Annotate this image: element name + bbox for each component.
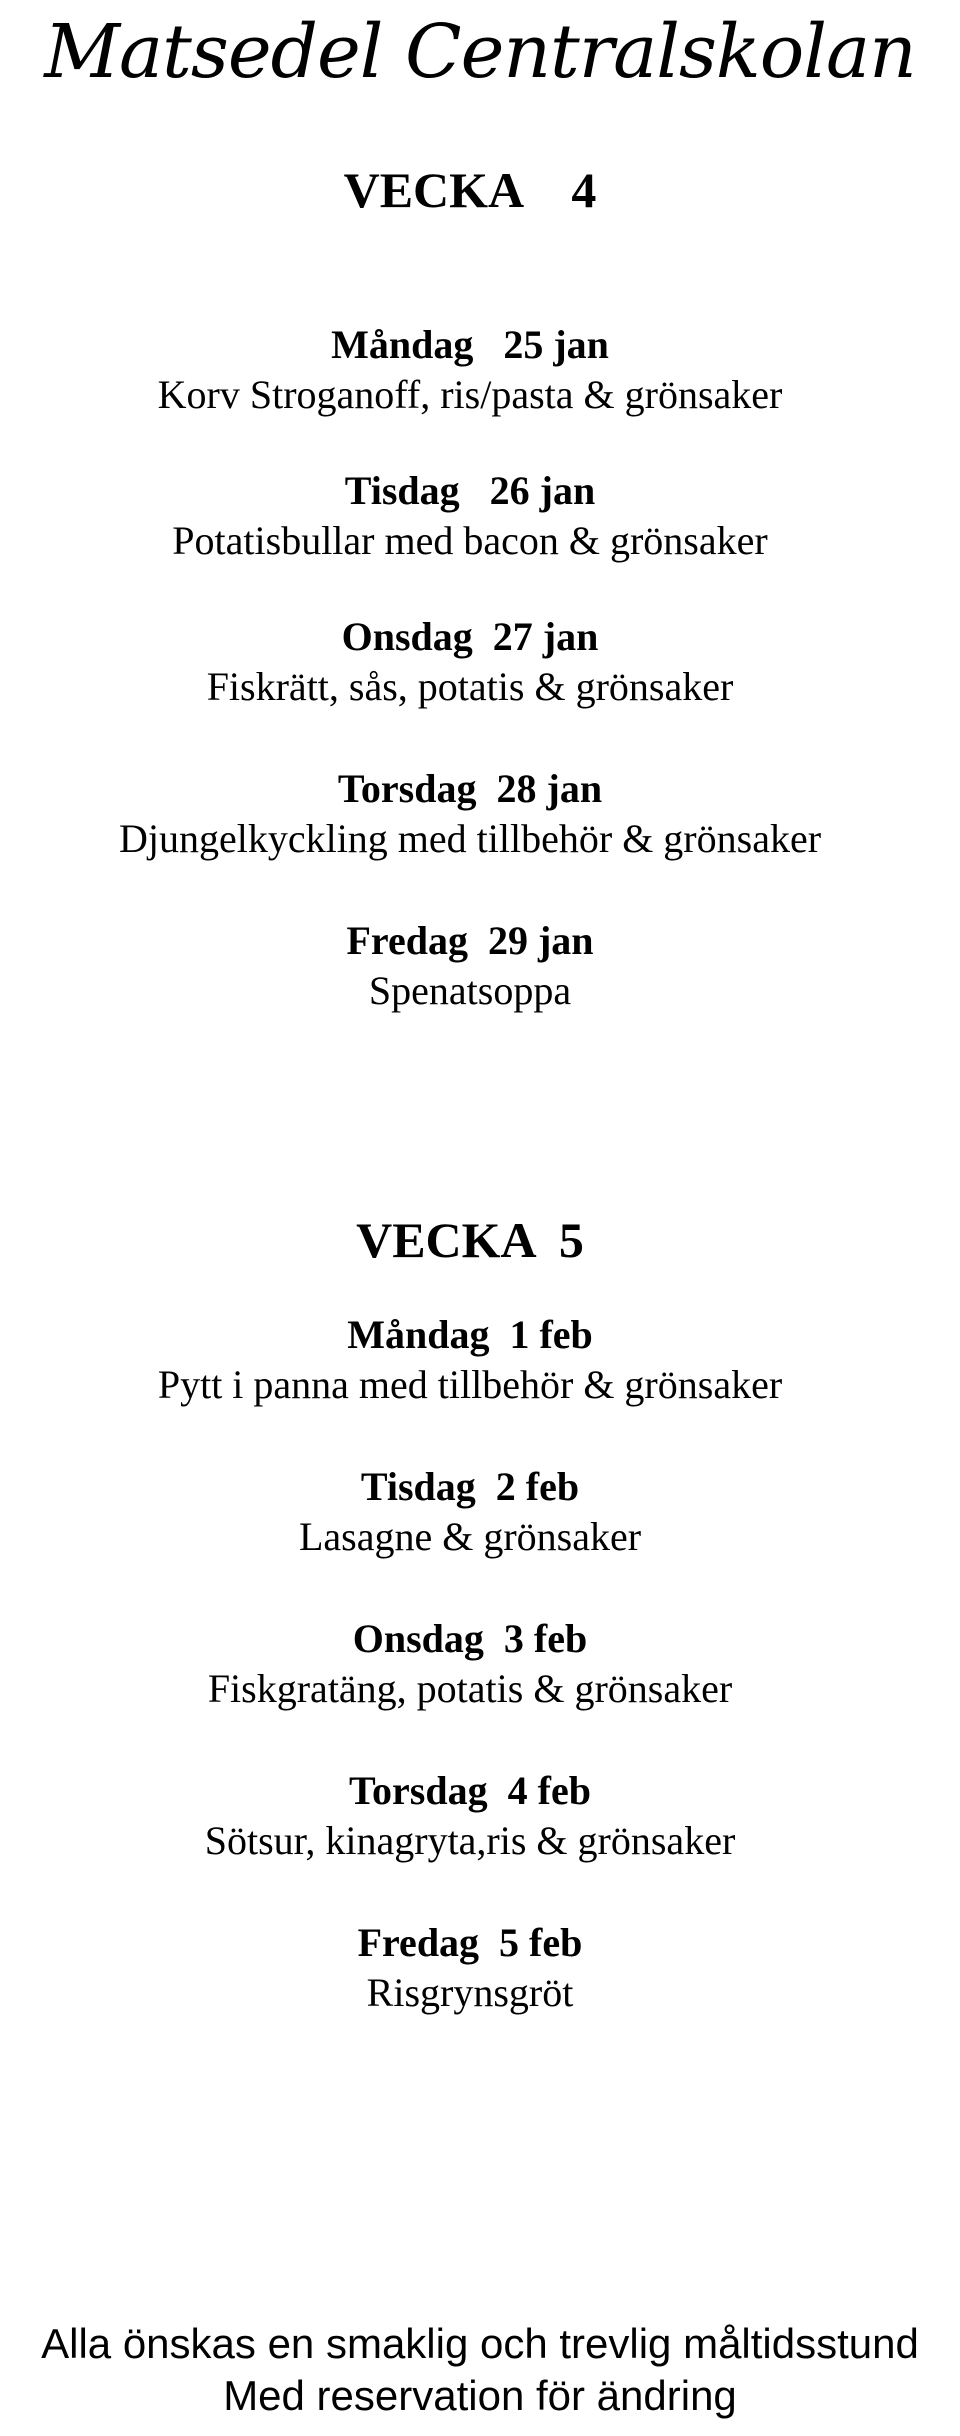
dish: Risgrynsgröt: [366, 1970, 574, 2015]
footer-greeting: Alla önskas en smaklig och trevlig måltidsstund: [41, 2320, 919, 2367]
day-name: Onsdag 27 jan: [341, 614, 599, 659]
dish: Fiskgratäng, potatis & grönsaker: [207, 1666, 733, 1711]
day-name: Måndag 1 feb: [347, 1312, 593, 1357]
week-4-thursday: [0, 764, 940, 864]
dish: Sötsur, kinagryta,ris & grönsaker: [204, 1818, 736, 1863]
week-5-thursday: [0, 1766, 940, 1866]
day-name: Torsdag 28 jan: [337, 766, 603, 811]
week-5-tuesday: [0, 1462, 940, 1562]
day-name: Tisdag 2 feb: [360, 1464, 580, 1509]
dish: Fiskrätt, sås, potatis & grönsaker: [206, 664, 734, 709]
day-name: Torsdag 4 feb: [349, 1768, 591, 1813]
dish: Djungelkyckling med tillbehör & grönsaker: [118, 816, 822, 861]
week-4-heading: VECKA 4: [343, 162, 597, 218]
week-5-heading: VECKA 5: [356, 1212, 584, 1268]
day-name: Fredag 29 jan: [346, 918, 594, 963]
dish: Korv Stroganoff, ris/pasta & grönsaker: [157, 372, 783, 417]
dish: Lasagne & grönsaker: [298, 1514, 642, 1559]
day-name: Måndag 25 jan: [331, 322, 609, 367]
week-5-monday: [0, 1310, 940, 1410]
day-name: Onsdag 3 feb: [352, 1616, 588, 1661]
footer-reservation: Med reservation för ändring: [223, 2372, 737, 2419]
week-4-tuesday: [0, 466, 940, 566]
day-name: Fredag 5 feb: [357, 1920, 583, 1965]
day-name: Tisdag 26 jan: [344, 468, 596, 513]
week-4-wednesday: [0, 612, 940, 712]
dish: Potatisbullar med bacon & grönsaker: [172, 518, 768, 563]
week-5-friday: [0, 1918, 940, 2018]
week-4-friday: [0, 916, 940, 1016]
dish: Spenatsoppa: [368, 968, 572, 1013]
menu-title: Matsedel Centralskolan: [44, 9, 916, 95]
week-5-wednesday: [0, 1614, 940, 1714]
dish: Pytt i panna med tillbehör & grönsaker: [157, 1362, 783, 1407]
week-4-monday: [0, 320, 940, 420]
